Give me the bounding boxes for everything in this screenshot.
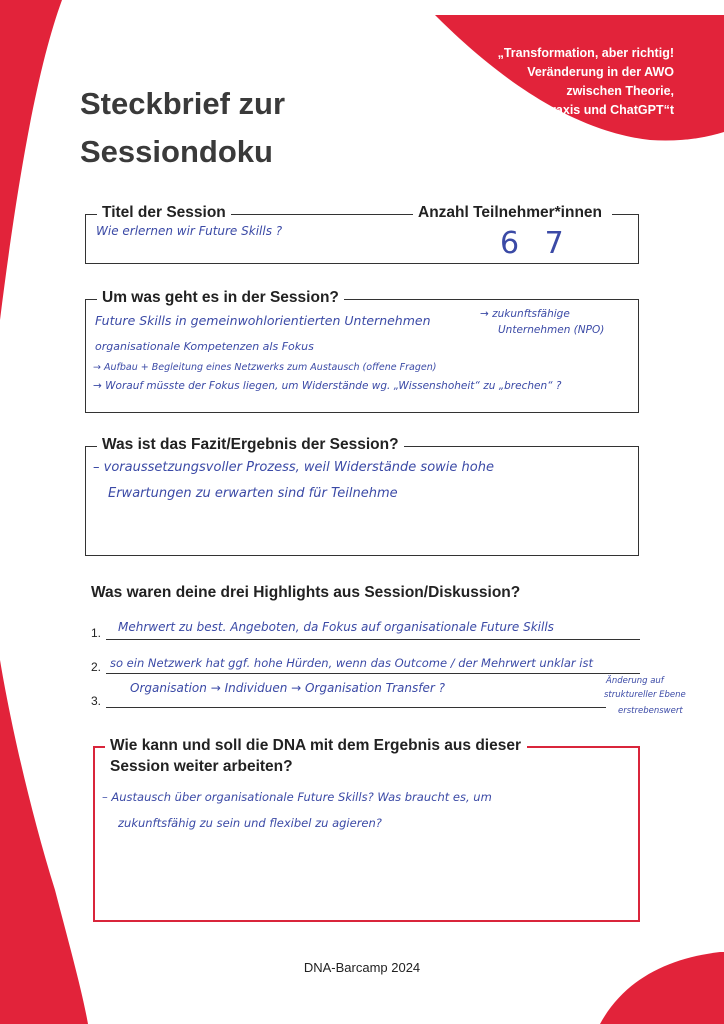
highlight-text: so ein Netzwerk hat ggf. hohe Hürden, wenn das Outcome / der Mehrwert unklar ist xyxy=(110,656,593,670)
motto-line: „Transformation, aber richtig! xyxy=(497,46,674,60)
highlight-side-note-line: Änderung auf xyxy=(606,676,664,686)
result-line: Erwartungen zu erwarten sind für Teilnehme xyxy=(108,486,398,501)
dna-line: – Austausch über organisationale Future Skills? Was braucht es, um xyxy=(102,790,492,804)
motto-line: Veränderung in der AWO xyxy=(527,65,674,79)
highlight-number: 2. xyxy=(91,660,102,674)
event-motto xyxy=(444,44,674,120)
participants-label: Anzahl Teilnehmer*innen xyxy=(413,204,612,222)
session-result-label: Was ist das Fazit/Ergebnis der Session? xyxy=(97,436,404,454)
highlight-side-note-line: erstrebenswert xyxy=(618,706,683,716)
about-line: → Worauf müsste der Fokus liegen, um Widerstände wg. „Wissenshoheit“ zu „brechen“ ? xyxy=(93,380,562,392)
about-line: Future Skills in gemeinwohlorientierten Unternehmen xyxy=(95,313,431,328)
top-left-red-shape xyxy=(0,0,80,330)
about-side-note-line: Unternehmen (NPO) xyxy=(498,324,605,336)
session-title-label: Titel der Session xyxy=(97,204,231,222)
about-side-note-line: → zukunftsfähige xyxy=(480,308,570,320)
dna-label-line2: Session weiter arbeiten? xyxy=(110,758,293,775)
highlight-side-note-line: struktureller Ebene xyxy=(604,690,686,700)
highlight-number: 3. xyxy=(91,694,102,708)
dna-line: zukunftsfähig zu sein und flexibel zu agieren? xyxy=(118,816,382,830)
result-line: – voraussetzungsvoller Prozess, weil Widerstände sowie hohe xyxy=(93,460,494,475)
participants-value: 6 7 xyxy=(500,226,572,261)
highlights-label: Was waren deine drei Highlights aus Session/Diskussion? xyxy=(91,584,521,601)
about-line: → Aufbau + Begleitung eines Netzwerks zum Austausch (offene Fragen) xyxy=(93,362,437,373)
highlight-line xyxy=(106,673,640,674)
session-about-label: Um was geht es in der Session? xyxy=(97,289,344,307)
highlight-text: Mehrwert zu best. Angeboten, da Fokus auf organisationale Future Skills xyxy=(118,620,554,634)
page-title-line2: Sessiondoku xyxy=(80,134,273,169)
highlight-number: 1. xyxy=(91,626,102,640)
highlight-line xyxy=(106,639,640,640)
session-title-value: Wie erlernen wir Future Skills ? xyxy=(96,224,283,238)
dna-label-line1: Wie kann und soll die DNA mit dem Ergebnis aus dieser xyxy=(105,737,527,755)
about-line: organisationale Kompetenzen als Fokus xyxy=(95,340,314,353)
highlight-line xyxy=(106,707,606,708)
motto-line: Praxis und ChatGPT“t xyxy=(542,103,674,117)
motto-line: zwischen Theorie, xyxy=(566,84,674,98)
page-title-line1: Steckbrief zur xyxy=(80,86,286,121)
highlight-text: Organisation → Individuen → Organisation Transfer ? xyxy=(130,681,445,695)
footer-event-name: DNA-Barcamp 2024 xyxy=(303,960,421,975)
